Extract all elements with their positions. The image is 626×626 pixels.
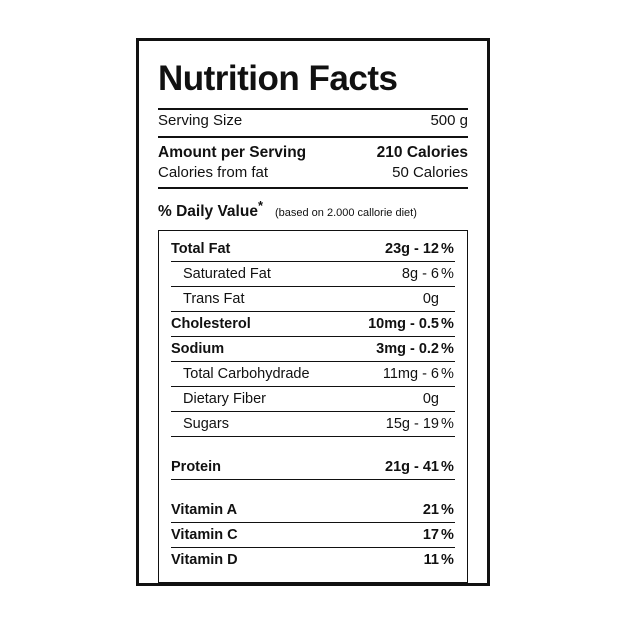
- table-row: [171, 362, 455, 387]
- nutrient-value: [423, 291, 455, 307]
- nutrient-amount: 23g - 12: [385, 240, 439, 257]
- table-row: [171, 337, 455, 362]
- table-row-vitamin: [171, 548, 455, 572]
- daily-value-asterisk: *: [257, 197, 263, 213]
- daily-value-label: [158, 198, 263, 221]
- nutrient-amount: 8g - 6: [401, 265, 439, 282]
- daily-value-note: (based on 2.000 callorie diet): [274, 206, 417, 219]
- nutrient-unit: %: [441, 551, 454, 568]
- nutrient-value: [368, 316, 455, 332]
- table-row-vitamin: [171, 498, 455, 523]
- serving-size-value: 500 g: [430, 111, 468, 129]
- table-row: [171, 237, 455, 262]
- nutrient-value: [423, 527, 455, 543]
- calories-from-fat-row: [158, 163, 468, 187]
- label-content: [158, 55, 468, 569]
- nutrient-amount: 21g - 41: [385, 458, 439, 475]
- nutrient-value: [424, 552, 455, 568]
- nutrient-unit: %: [441, 240, 454, 257]
- nutrient-value: [423, 391, 455, 407]
- serving-size-row: [158, 110, 468, 136]
- table-row: [171, 412, 455, 437]
- table-row-vitamin: [171, 523, 455, 548]
- nutrition-facts-label: [136, 38, 490, 586]
- nutrient-name: Total Fat: [171, 240, 231, 257]
- nutrient-amount: 17: [422, 526, 439, 543]
- page-title: Nutrition Facts: [158, 59, 398, 98]
- nutrient-unit: %: [441, 458, 454, 475]
- nutrient-value: [376, 341, 455, 357]
- nutrient-name: Total Carbohydrade: [183, 365, 310, 382]
- nutrient-name: Dietary Fiber: [183, 390, 266, 407]
- nutrient-name: Trans Fat: [183, 290, 245, 307]
- nutrient-value: [386, 416, 455, 432]
- table-row: [171, 312, 455, 337]
- nutrient-value: [385, 459, 455, 475]
- nutrient-amount: 15g - 19: [385, 415, 439, 432]
- table-row: [171, 287, 455, 312]
- nutrient-name: Saturated Fat: [183, 265, 271, 282]
- nutrient-amount: 0g: [422, 290, 439, 307]
- nutrient-amount: 10mg - 0.5: [368, 315, 439, 332]
- nutrient-unit: %: [441, 365, 454, 382]
- nutrient-name: Protein: [171, 458, 221, 475]
- amount-per-serving-row: [158, 141, 468, 163]
- daily-value-text: % Daily Value: [158, 202, 258, 220]
- calories-from-fat-label: Calories from fat: [158, 163, 269, 181]
- nutrient-name: Sugars: [183, 415, 229, 432]
- nutrient-name: Vitamin D: [171, 551, 238, 568]
- nutrients-table: [158, 230, 468, 583]
- nutrient-amount: 0g: [422, 390, 439, 407]
- amount-per-serving-value: 210 Calories: [376, 143, 468, 161]
- nutrient-value: [402, 266, 455, 282]
- nutrient-unit: %: [441, 315, 454, 332]
- row-spacer: [171, 480, 455, 498]
- nutrient-amount: 21: [422, 501, 439, 518]
- calories-from-fat-value: 50 Calories: [392, 163, 468, 181]
- nutrient-amount: 11mg - 6: [382, 365, 439, 382]
- nutrient-unit: %: [441, 265, 454, 282]
- nutrient-value: [385, 241, 455, 257]
- table-row: [171, 262, 455, 287]
- daily-value-header: [158, 189, 468, 228]
- nutrient-name: Vitamin C: [171, 526, 238, 543]
- nutrient-name: Cholesterol: [171, 315, 251, 332]
- nutrient-value: [423, 502, 455, 518]
- nutrient-value: [383, 366, 455, 382]
- nutrient-amount: 11: [423, 551, 439, 568]
- nutrient-name: Vitamin A: [171, 501, 238, 518]
- amount-per-serving-label: Amount per Serving: [158, 143, 307, 161]
- nutrient-unit: %: [441, 526, 454, 543]
- table-row-protein: [171, 455, 455, 480]
- nutrient-name: Sodium: [171, 340, 225, 357]
- table-row: [171, 387, 455, 412]
- amount-per-serving-block: [158, 138, 468, 187]
- nutrient-amount: 3mg - 0.2: [376, 340, 439, 357]
- nutrient-unit: %: [441, 501, 454, 518]
- nutrient-unit: %: [441, 340, 454, 357]
- serving-size-label: Serving Size: [158, 111, 243, 129]
- nutrient-unit: %: [441, 415, 454, 432]
- row-spacer: [171, 437, 455, 455]
